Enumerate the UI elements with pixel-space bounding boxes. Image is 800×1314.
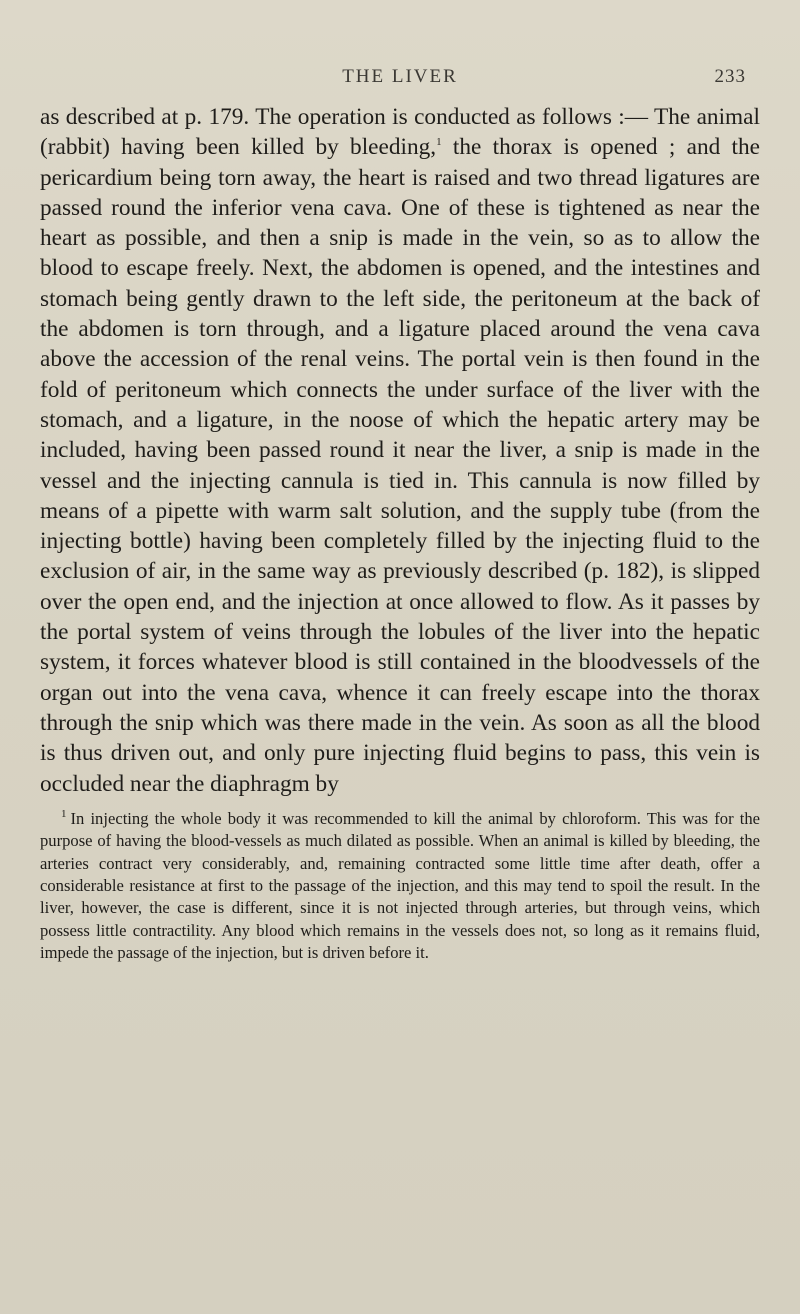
body-text-start: as described at p. 179. The operation is conducted as follows :— The animal (rabbit) having been killed by bleeding, [40,104,760,161]
running-header [40,66,760,102]
footnote-paragraph [40,808,760,965]
footnote-number: 1 [61,808,67,821]
body-text-end: the thorax is opened ; and the pericardium being torn away, the heart is raised and two thread ligatures are passed round the inferior vena cava. One of these is tightened as near the heart as possible, and then a snip is made in the vein, so as to allow the blood to escape freely. Next, the abdomen is opened, and the intestines and stomach being gently drawn to the left side, the peritoneum at the back of the abdomen is torn through, and a ligature placed around the vena cava above the accession of the renal veins. The portal vein is then found in the fold of peritoneum which connects the under surface of the liver with the stomach, and a ligature, in the noose of which the hepatic artery may be included, having been passed round it near the liver, a snip is made in the vessel and the injecting cannula is tied in. This cannula is now filled by means of a pipette with warm salt solution, and the supply tube (from the injecting bottle) having been completely filled by the injecting fluid to the exclusion of air, in the same way as previously described (p. 182), is slipped over the open end, and the injection at once allowed to flow. As it passes by the portal system of veins through the lobules of the liver into the hepatic system, it forces whatever blood is still contained in the bloodvessels of the organ out into the vena cava, whence it can freely escape into the thorax through the snip which was there made in the vein. As soon as all the blood is thus driven out, and only pure injecting fluid begins to pass, this vein is occluded near the diaphragm by [40,134,760,797]
footnote [40,808,760,965]
page-number: 233 [714,66,746,87]
footnote-reference: 1 [436,136,442,149]
body-paragraph [40,102,760,799]
footnote-text: In injecting the whole body it was recommended to kill the animal by chloroform. This was for the purpose of having the blood-vessels as much dilated as possible. When an animal is killed by bleeding, the arteries contract very considerably, and, remaining contracted some little time after death, offer a considerable resistance at first to the passage of the injection, and this may tend to spoil the result. In the liver, however, the case is different, since it is not injected through arteries, but through veins, which possess little contractility. Any blood which remains in the vessels does not, so long as it remains fluid, impede the passage of the injection, but is driven before it. [40,808,760,963]
running-title: THE LIVER [342,66,458,87]
main-text [40,102,760,799]
